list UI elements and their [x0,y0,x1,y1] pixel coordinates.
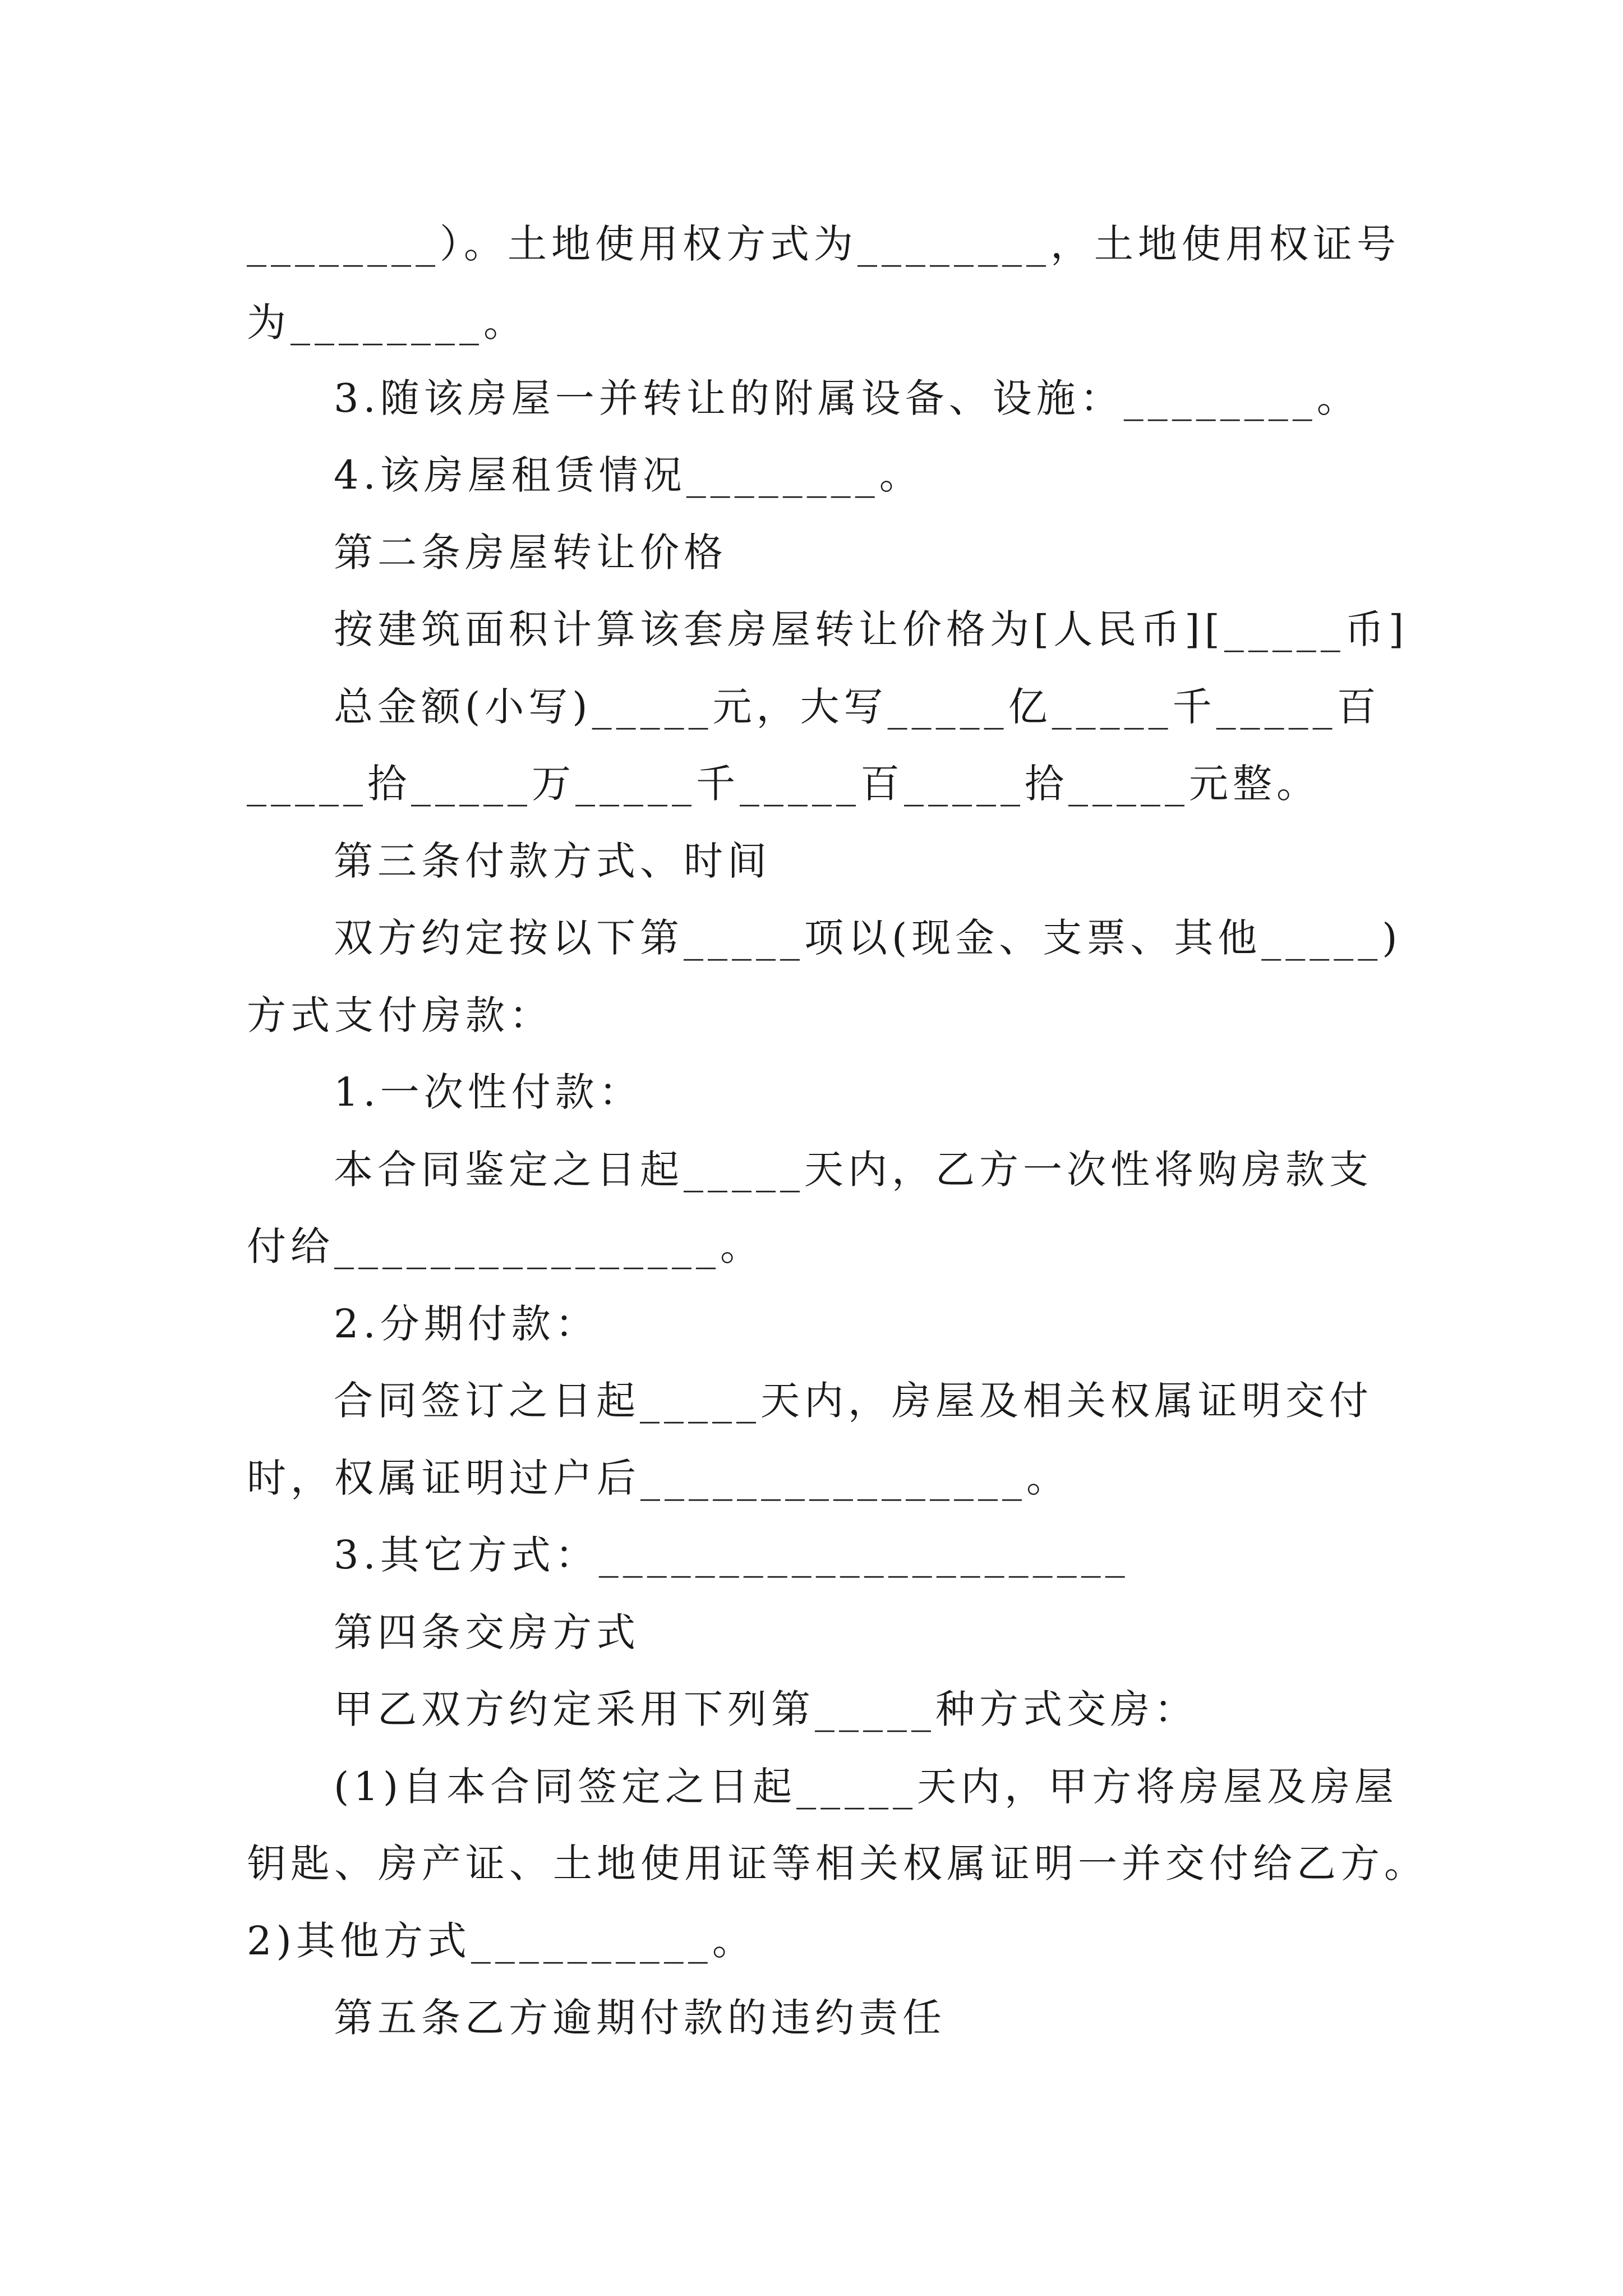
text-line-14: 付给________________。 [247,1223,764,1269]
text-line-8: _____拾_____万_____千_____百_____拾_____元整。 [247,761,1320,807]
text-line-21: (1)自本合同签定之日起_____天内，甲方将房屋及房屋 [334,1764,1399,1810]
text-line-6: 按建筑面积计算该套房屋转让价格为[人民币][_____币] [334,606,1409,652]
section-heading-4: 第四条交房方式 [334,1609,640,1655]
section-heading-3: 第三条付款方式、时间 [334,838,771,884]
text-line-16: 合同签订之日起_____天内，房屋及相关权属证明交付 [334,1378,1373,1424]
text-line-17: 时，权属证明过户后________________。 [247,1455,1070,1501]
text-line-20: 甲乙双方约定采用下列第_____种方式交房： [334,1686,1198,1732]
text-line-12: 1.一次性付款： [334,1069,643,1115]
text-line-18: 3.其它方式：______________________ [334,1532,1129,1578]
text-line-11: 方式支付房款： [247,992,553,1038]
text-line-10: 双方约定按以下第_____项以(现金、支票、其他_____) [334,915,1402,961]
text-line-1: ________）。土地使用权方式为________，土地使用权证号 [247,221,1400,267]
text-line-23: 2)其他方式__________。 [247,1918,756,1964]
section-heading-2: 第二条房屋转让价格 [334,530,727,576]
text-line-4: 4.该房屋租赁情况________。 [334,452,923,498]
text-line-7: 总金额(小写)_____元，大写_____亿_____千_____百 [334,684,1381,730]
text-line-15: 2.分期付款： [334,1301,599,1347]
text-line-22: 钥匙、房产证、土地使用证等相关权属证明一并交付给乙方。 [247,1841,1428,1887]
text-line-13: 本合同鉴定之日起_____天内，乙方一次性将购房款支 [334,1147,1373,1193]
text-line-3: 3.随该房屋一并转让的附属设备、设施：________。 [334,375,1361,421]
section-heading-5: 第五条乙方逾期付款的违约责任 [334,1995,946,2041]
text-line-2: 为________。 [247,300,527,346]
